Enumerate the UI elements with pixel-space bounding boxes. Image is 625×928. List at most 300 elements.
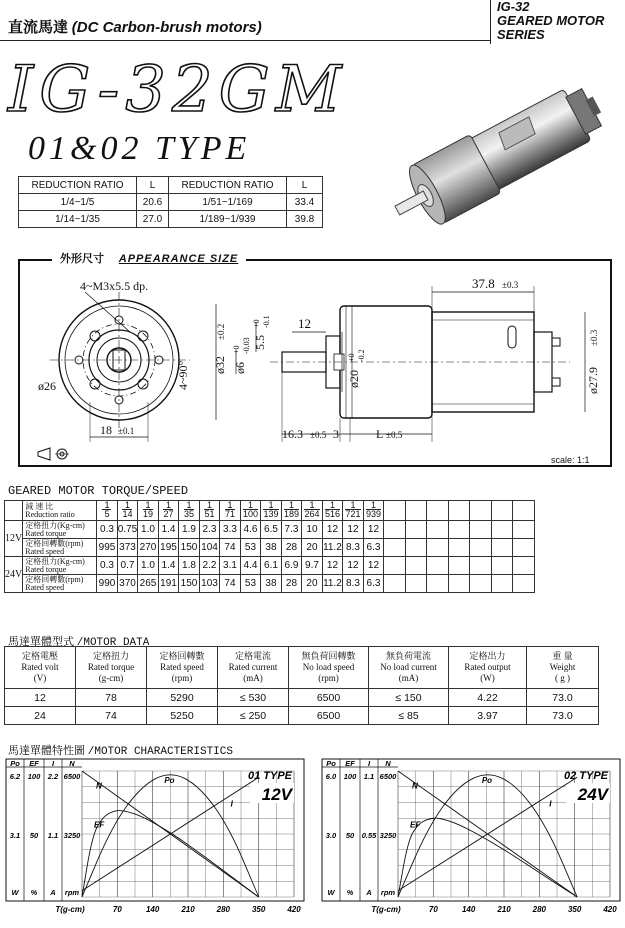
table-cell: 3.3 — [220, 521, 241, 539]
table-cell: 6.3 — [363, 539, 384, 557]
x-tick-label: 140 — [461, 905, 476, 914]
table-cell: 0.75 — [117, 521, 138, 539]
d12-label: 12 — [298, 316, 311, 331]
ratio-numerator: 1 — [163, 501, 173, 510]
table-cell: 1.0 — [138, 521, 159, 539]
axis-top-value: 2.2 — [47, 772, 59, 781]
ratio-numerator: 1 — [225, 501, 235, 510]
header-en: Rated current — [228, 662, 278, 672]
table-cell-empty — [405, 575, 427, 593]
series-label — [497, 0, 604, 42]
lenL-tol: ±0.5 — [386, 430, 403, 440]
table-header-cell — [289, 647, 369, 689]
axis-top-value: 6.2 — [9, 772, 21, 781]
torque-label-en: Rated torque — [25, 528, 67, 538]
table-cell: 0.3 — [97, 557, 118, 575]
table-cell: 28 — [281, 539, 302, 557]
ratio-denominator: 516 — [324, 509, 340, 519]
dia279-label: ø27.9 — [586, 367, 600, 394]
table-cell: 270 — [138, 539, 159, 557]
table-cell: 73.0 — [527, 689, 599, 707]
header-en: Rated speed — [160, 662, 204, 672]
len3-label: 3 — [333, 427, 339, 441]
angle-label: 4~90° — [176, 360, 190, 390]
dia26-label: ø26 — [38, 379, 56, 393]
x-tick-label: 210 — [497, 905, 511, 914]
table-cell: 53 — [240, 575, 261, 593]
table-header-cell: REDUCTION RATIO — [169, 177, 287, 194]
ratio-numerator: 1 — [184, 501, 194, 510]
axis-header: I — [367, 759, 371, 768]
table-cell-empty — [491, 575, 513, 593]
table-cell-empty — [448, 557, 470, 575]
reduction-ratio-table — [18, 176, 323, 228]
header-en: Rated volt — [21, 662, 59, 672]
table-header-cell — [449, 647, 527, 689]
series-line-po — [398, 775, 577, 897]
table-cell: 1.9 — [179, 521, 200, 539]
table-cell-empty — [513, 575, 535, 593]
axis-header: Po — [326, 759, 336, 768]
table-cell-empty — [427, 521, 449, 539]
table-cell: 191 — [158, 575, 179, 593]
table-cell: 7.3 — [281, 521, 302, 539]
header-cn: 定格扭力 — [92, 651, 129, 661]
table-cell: 4.22 — [449, 689, 527, 707]
table-cell: 38 — [261, 539, 282, 557]
len378-tol: ±0.3 — [502, 280, 519, 290]
header-unit: (W) — [480, 673, 495, 683]
table-row — [5, 707, 599, 725]
table-cell-empty — [491, 501, 513, 521]
speed-label-en: Rated speed — [25, 546, 65, 556]
header-en: No load speed — [302, 662, 355, 672]
ratio-numerator: 1 — [204, 501, 214, 510]
ratio-cell — [97, 501, 118, 521]
ratio-denominator: 100 — [242, 509, 258, 519]
ratio-numerator: 1 — [284, 501, 299, 510]
axis-unit: W — [11, 888, 19, 897]
chart-title: 01 TYPE — [247, 770, 292, 782]
characteristics-title-en: /MOTOR CHARACTERISTICS — [87, 746, 233, 758]
table-header-cell: L — [137, 177, 169, 194]
x-tick-label: 280 — [532, 905, 547, 914]
table-cell: 3.97 — [449, 707, 527, 725]
axis-mid-value: 3250 — [63, 831, 81, 840]
ratio-numerator: 1 — [243, 501, 258, 510]
header-unit: (g-cm) — [98, 673, 124, 683]
axis-unit: rpm — [380, 888, 396, 897]
table-cell: 990 — [97, 575, 118, 593]
header-cn: 無負荷回轉數 — [301, 651, 356, 661]
torque-label-cn: 定格扭力(Kg-cm) — [25, 556, 85, 566]
table-cell-empty — [513, 501, 535, 521]
table-cell: 1/14~1/35 — [19, 211, 137, 228]
table-cell-empty — [405, 521, 427, 539]
table-cell-empty — [470, 575, 492, 593]
table-cell: 12 — [363, 521, 384, 539]
torque-label — [23, 521, 97, 539]
axis-top-value: 6500 — [379, 772, 397, 781]
header-cn: 重 量 — [552, 651, 573, 661]
header-unit: (V) — [33, 673, 47, 683]
table-row — [19, 211, 323, 228]
dia6-label: ø6 — [233, 362, 247, 374]
axis-mid-value: 50 — [345, 831, 355, 840]
lenL-label: L — [376, 427, 384, 441]
voltage-cell: 24V — [5, 557, 23, 593]
ratio-denominator: 19 — [142, 509, 153, 519]
projection-symbol — [38, 448, 69, 460]
table-cell: 74 — [76, 707, 147, 725]
table-cell: 2.2 — [199, 557, 220, 575]
header-unit: ( g ) — [555, 673, 570, 683]
table-cell: 0.7 — [117, 557, 138, 575]
table-cell: 370 — [117, 575, 138, 593]
characteristics-title-cn: 馬達單體特性圖 — [8, 745, 85, 757]
torque-speed-title: GEARED MOTOR TORQUE/SPEED — [8, 484, 189, 498]
table-row — [5, 521, 535, 539]
len163-label: 16.3 — [282, 427, 303, 441]
x-tick-label: 70 — [112, 905, 122, 914]
table-row — [19, 194, 323, 211]
table-cell-empty — [448, 575, 470, 593]
ratio-numerator: 1 — [263, 501, 278, 510]
table-cell: 265 — [138, 575, 159, 593]
motor-data-title-cn: 馬達單體型式 — [8, 636, 74, 648]
table-cell: 104 — [199, 539, 220, 557]
header-title — [8, 16, 262, 37]
axis-mid-value: 1.1 — [47, 831, 59, 840]
axis-header: N — [385, 759, 391, 768]
series-label-n: N — [412, 781, 418, 791]
table-cell-empty — [405, 539, 427, 557]
table-cell: 1.0 — [138, 557, 159, 575]
axis-mid-value: 3.0 — [325, 831, 337, 840]
header-divider — [490, 0, 491, 44]
table-cell: 4.6 — [240, 521, 261, 539]
table-cell: 33.4 — [287, 194, 323, 211]
table-cell-empty — [470, 557, 492, 575]
x-tick-label: 210 — [181, 905, 195, 914]
speed-label — [23, 575, 97, 593]
ratio-cell — [302, 501, 323, 521]
ratio-denominator: 71 — [224, 509, 235, 519]
dia6-tol-top: +0 — [232, 345, 241, 354]
series-label-i: I — [230, 799, 233, 809]
header-title-en: (DC Carbon-brush motors) — [71, 19, 262, 36]
screw-label: 4~M3x5.5 dp. — [80, 279, 149, 293]
table-cell: 6.3 — [363, 575, 384, 593]
table-cell: ≤ 530 — [218, 689, 289, 707]
ratio-numerator: 1 — [345, 501, 360, 510]
d55-tol-top: +0 — [252, 319, 261, 328]
model-subtype: 01&02 TYPE — [28, 130, 251, 167]
x-tick-label: 280 — [216, 905, 231, 914]
table-cell: 150 — [179, 575, 200, 593]
series-label-ef: EF — [94, 820, 105, 830]
ratio-numerator: 1 — [122, 501, 132, 510]
dia6-tol-bot: -0.03 — [242, 337, 251, 354]
table-cell: 6.5 — [261, 521, 282, 539]
ratio-label-cn: 減 速 比 — [25, 501, 54, 511]
series-label-ef: EF — [410, 820, 421, 830]
table-cell: 6500 — [289, 689, 369, 707]
len163-tol: ±0.5 — [310, 430, 327, 440]
table-header-cell — [369, 647, 449, 689]
header-cn: 定格電壓 — [21, 651, 58, 661]
ratio-cell — [199, 501, 220, 521]
axis-header: I — [51, 759, 55, 768]
table-cell: 28 — [281, 575, 302, 593]
table-cell: 1.8 — [179, 557, 200, 575]
axis-header: N — [69, 759, 75, 768]
table-cell: 995 — [97, 539, 118, 557]
table-cell-empty — [405, 501, 427, 521]
ratio-numerator: 1 — [304, 501, 319, 510]
table-cell: 1/51~1/169 — [169, 194, 287, 211]
chart-subtitle: 12V — [261, 785, 292, 804]
table-cell-empty — [405, 557, 427, 575]
table-cell: 12 — [363, 557, 384, 575]
table-cell: 12 — [322, 521, 343, 539]
table-cell: 12 — [5, 689, 76, 707]
table-cell-empty — [470, 539, 492, 557]
table-cell-empty — [384, 521, 406, 539]
motor-photo — [370, 68, 618, 238]
appearance-title-cn: 外形尺寸 — [60, 253, 104, 265]
table-cell: 1/4~1/5 — [19, 194, 137, 211]
d55-label: 5.5 — [253, 335, 267, 350]
axis-unit: A — [366, 888, 372, 897]
table-cell: 12 — [343, 521, 364, 539]
header-en: Weight — [549, 662, 576, 672]
axis-mid-value: 3.1 — [9, 831, 21, 840]
series-label-n: N — [96, 781, 102, 791]
table-cell-empty — [448, 501, 470, 521]
table-cell: 6.1 — [261, 557, 282, 575]
table-cell: 3.1 — [220, 557, 241, 575]
ratio-label — [23, 501, 97, 521]
axis-unit: A — [50, 888, 56, 897]
table-cell: 24 — [5, 707, 76, 725]
table-cell: 38 — [261, 575, 282, 593]
table-cell: 53 — [240, 539, 261, 557]
table-cell: 4.4 — [240, 557, 261, 575]
table-cell-empty — [384, 539, 406, 557]
table-row — [5, 501, 535, 521]
ratio-denominator: 14 — [122, 509, 133, 519]
dia32-label: ø32 — [213, 356, 227, 374]
table-cell: 1.4 — [158, 557, 179, 575]
table-cell-empty — [427, 539, 449, 557]
dia32-tol: ±0.2 — [216, 323, 226, 340]
table-cell: 78 — [76, 689, 147, 707]
table-header-cell — [5, 647, 76, 689]
header-cn: 定格電流 — [234, 651, 271, 661]
table-cell-empty — [513, 539, 535, 557]
axis-top-value: 100 — [343, 772, 357, 781]
series-line-3: SERIES — [497, 27, 545, 42]
table-cell: 74 — [220, 575, 241, 593]
torque-label-cn: 定格扭力(Kg-cm) — [25, 520, 85, 530]
axis-unit: W — [327, 888, 335, 897]
table-cell: 195 — [158, 539, 179, 557]
table-header-cell — [76, 647, 147, 689]
dia20-tol-bot: -0.2 — [357, 349, 366, 362]
axis-header: EF — [345, 759, 355, 768]
header-unit: (rpm) — [171, 673, 193, 683]
dia279-tol: ±0.3 — [589, 329, 599, 346]
dia20-label: ø20 — [347, 370, 361, 388]
table-cell-empty — [5, 501, 23, 521]
table-cell: 0.3 — [97, 521, 118, 539]
table-cell: 11.2 — [322, 575, 343, 593]
ratio-denominator: 939 — [365, 509, 381, 519]
table-cell-empty — [427, 501, 449, 521]
table-cell-empty — [513, 557, 535, 575]
axis-unit: % — [346, 888, 354, 897]
characteristics-chart-12v — [4, 757, 306, 917]
table-header-cell — [527, 647, 599, 689]
table-cell-empty — [448, 521, 470, 539]
table-header-cell: REDUCTION RATIO — [19, 177, 137, 194]
table-cell: ≤ 250 — [218, 707, 289, 725]
speed-label — [23, 539, 97, 557]
header-rule — [0, 40, 490, 41]
voltage-cell: 12V — [5, 521, 23, 557]
header-en: Rated output — [464, 662, 511, 672]
front-view — [50, 292, 190, 442]
ratio-cell — [281, 501, 302, 521]
table-header-row — [5, 647, 599, 689]
header-en: No load current — [380, 662, 437, 672]
ratio-denominator: 721 — [345, 509, 361, 519]
axis-header: Po — [10, 759, 20, 768]
table-cell: 9.7 — [302, 557, 323, 575]
table-row — [5, 689, 599, 707]
table-cell: 1/189~1/939 — [169, 211, 287, 228]
ratio-cell — [363, 501, 384, 521]
table-cell-empty — [470, 501, 492, 521]
table-cell-empty — [513, 521, 535, 539]
table-header-cell — [218, 647, 289, 689]
ratio-numerator: 1 — [104, 500, 110, 510]
ratio-denominator: 189 — [283, 509, 299, 519]
table-cell: ≤ 150 — [369, 689, 449, 707]
table-header-cell: L — [287, 177, 323, 194]
ratio-denominator: 5 — [104, 509, 110, 519]
speed-label-en: Rated speed — [25, 582, 65, 592]
table-cell: 20 — [302, 539, 323, 557]
axis-top-value: 6.0 — [325, 772, 337, 781]
model-name: IG-32GM — [8, 53, 348, 127]
series-label-po: Po — [164, 776, 175, 785]
ratio-cell — [261, 501, 282, 521]
table-cell-empty — [384, 575, 406, 593]
x-tick-label: 350 — [251, 905, 266, 914]
header-unit: (mA) — [243, 673, 263, 683]
ratio-cell — [240, 501, 261, 521]
series-label-i: I — [549, 799, 552, 809]
table-cell: 5290 — [147, 689, 218, 707]
scale-label: scale: 1:1 — [551, 455, 590, 464]
ratio-cell — [322, 501, 343, 521]
header-cn: 定格出力 — [469, 651, 506, 661]
table-row — [5, 557, 535, 575]
ratio-cell — [117, 501, 138, 521]
axis-top-value: 6500 — [63, 772, 81, 781]
torque-label — [23, 557, 97, 575]
ratio-cell — [179, 501, 200, 521]
axis-mid-value: 0.55 — [361, 831, 377, 840]
axis-top-value: 1.1 — [363, 772, 375, 781]
ratio-cell — [220, 501, 241, 521]
ratio-cell — [343, 501, 364, 521]
motor-data-table — [4, 646, 599, 725]
motor-data-title-en: /MOTOR DATA — [76, 637, 150, 649]
table-cell: 8.3 — [343, 539, 364, 557]
table-cell: 2.3 — [199, 521, 220, 539]
axis-unit: rpm — [64, 888, 80, 897]
ratio-denominator: 35 — [183, 509, 194, 519]
characteristics-chart-24v — [320, 757, 622, 917]
table-cell: 6.9 — [281, 557, 302, 575]
table-cell-empty — [427, 557, 449, 575]
characteristics-title — [8, 742, 233, 758]
ratio-numerator: 1 — [143, 501, 153, 510]
w18-label: 18 — [100, 423, 112, 437]
ratio-label-en: Reduction ratio — [25, 509, 75, 519]
x-tick-label: 70 — [428, 905, 438, 914]
table-cell-empty — [448, 539, 470, 557]
table-cell-empty — [384, 557, 406, 575]
header-cn: 無負荷電流 — [385, 651, 431, 661]
header-cn: 定格回轉數 — [159, 651, 205, 661]
x-tick-label: 420 — [603, 905, 617, 914]
ratio-numerator: 1 — [366, 501, 381, 510]
ratio-cell — [158, 501, 179, 521]
table-cell: 73.0 — [527, 707, 599, 725]
torque-speed-table — [4, 500, 535, 593]
ratio-denominator: 264 — [304, 509, 320, 519]
side-view — [216, 286, 585, 442]
axis-header: EF — [29, 759, 39, 768]
table-header-cell — [147, 647, 218, 689]
ratio-denominator: 27 — [163, 509, 174, 519]
ratio-numerator: 1 — [325, 501, 340, 510]
torque-label-en: Rated torque — [25, 564, 67, 574]
table-cell: 150 — [179, 539, 200, 557]
speed-label-cn: 定格回轉數(rpm) — [25, 538, 84, 548]
header-unit: (rpm) — [318, 673, 339, 683]
table-cell: 8.3 — [343, 575, 364, 593]
axis-unit: % — [30, 888, 38, 897]
table-cell: 103 — [199, 575, 220, 593]
table-cell-empty — [470, 521, 492, 539]
table-cell-empty — [491, 521, 513, 539]
table-header-row — [19, 177, 323, 194]
ratio-denominator: 139 — [263, 509, 279, 519]
series-line-1: IG-32 — [497, 0, 530, 14]
table-cell-empty — [427, 575, 449, 593]
table-cell: 27.0 — [137, 211, 169, 228]
x-tick-label: 350 — [567, 905, 582, 914]
table-row — [5, 539, 535, 557]
table-cell: 10 — [302, 521, 323, 539]
table-cell: 1.4 — [158, 521, 179, 539]
chart-subtitle: 24V — [577, 785, 608, 804]
